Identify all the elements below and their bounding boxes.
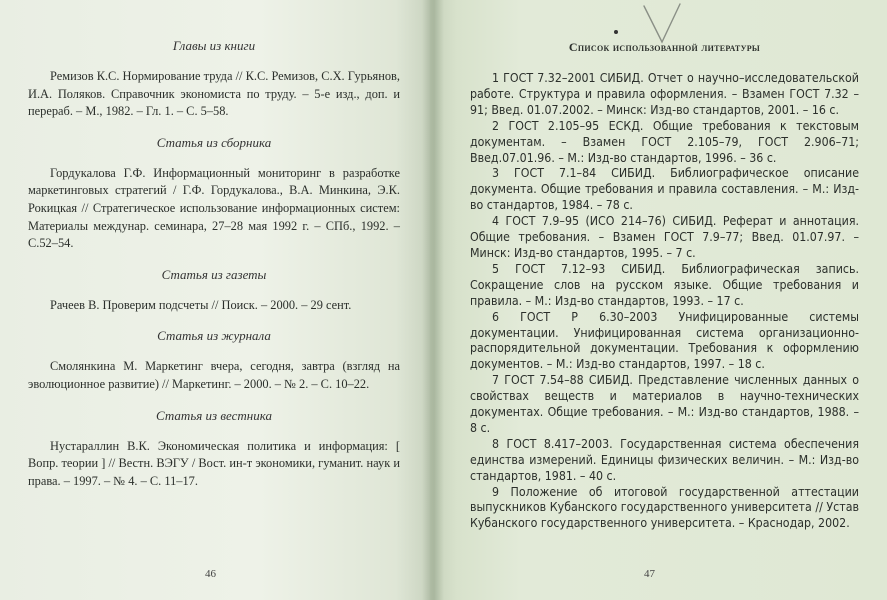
- reference-item: 7 ГОСТ 7.54–88 СИБИД. Представление численных данных о свойствах веществ и материалов в научно-технических документах. Общие требования. – М.: Изд-во стандартов, 1988. – 8 с.: [470, 373, 859, 435]
- left-section-1: [28, 135, 400, 253]
- left-section-3: [28, 328, 400, 393]
- page-number: 47: [644, 568, 655, 580]
- ink-dot: [614, 30, 618, 34]
- bibliography-entry: Смолянкина М. Маркетинг вчера, сегодня, завтра (взгляд на эволюционное развитие) // Маркетинг. – 2000. – № 2. – С. 10–22.: [28, 359, 400, 391]
- page-title: Список использованной литературы: [568, 40, 761, 54]
- reference-item: 2 ГОСТ 2.105–95 ЕСКД. Общие требования к текстовым документам. – Взамен ГОСТ 2.105–79, ГОСТ 2.906–71; Введ.07.01.96. – М.: Изд-во стандартов, 1996. – 36 с.: [470, 118, 859, 165]
- section-heading: Статья из журнала: [157, 328, 271, 344]
- reference-item: 8 ГОСТ 8.417–2003. Государственная система обеспечения единства измерений. Единицы физических величин. – М.: Изд-во стандартов, 1981. – 40 с.: [470, 436, 859, 483]
- section-heading: Статья из сборника: [156, 134, 272, 150]
- pencil-check-mark-icon: [640, 2, 700, 48]
- section-heading: Главы из книги: [172, 38, 256, 53]
- reference-item: 4 ГОСТ 7.9–95 (ИСО 214–76) СИБИД. Реферат и аннотация. Общие требования. – Взамен ГОСТ 7.9–77; Введ. 01.07.97. – Минск: Изд-во стандартов, 1995. – 7 с.: [470, 214, 859, 260]
- reference-item: 5 ГОСТ 7.12–93 СИБИД. Библиографическая запись. Сокращение слов на русском языке. Общие требования и правила. – М.: Изд-во стандартов, 1993. – 17 с.: [470, 261, 859, 308]
- right-page: [430, 0, 887, 600]
- left-section-0: [28, 38, 400, 121]
- left-section-2: [28, 267, 400, 315]
- left-page: [0, 0, 430, 600]
- left-section-4: [28, 408, 400, 491]
- bibliography-entry: Нустараллин В.К. Экономическая политика и информация: [ Вопр. теории ] // Вестн. ВЭГУ / Вост. ин-т экономики, гуманит. наук и права. – 1997. – № 4. – С. 11–17.: [28, 438, 400, 488]
- bibliography-entry: Гордукалова Г.Ф. Информационный мониторинг в разработке маркетинговых стратегий / Г.Ф. Гордукалова., В.А. Минкина, Э.К. Рокицкая // Стратегическое использование информационных систем: Материалы междунар. семинара, 27–28 мая 1992 г. – СПб., 1992. – С.52–54.: [28, 165, 400, 251]
- reference-item: 3 ГОСТ 7.1–84 СИБИД. Библиографическое описание документа. Общие требования и правила составления. – М.: Изд-во стандартов, 1984. – 78 с.: [470, 166, 859, 213]
- reference-item: 6 ГОСТ Р 6.30–2003 Унифицированные системы документации. Унифицированная система организационно-распорядительной документации. Требования к оформлению документов. – М.: Изд-во стандартов, 1997. – 18 с.: [470, 309, 859, 372]
- reference-item: 9 Положение об итоговой государственной аттестации выпускников Кубанского государственного университета // Устав Кубанского государственного университета. – Краснодар, 2002.: [470, 484, 859, 531]
- bibliography-entry: Ремизов К.С. Нормирование труда // К.С. Ремизов, С.Х. Гурьянов, И.А. Поляков. Справочник экономиста по труду. – 5-е изд., доп. и перераб. – М., 1982. – Гл. 1. – С. 5–58.: [28, 69, 400, 119]
- bibliography-entry: Рачеев В. Проверим подсчеты // Поиск. – 2000. – 29 сент.: [50, 297, 352, 312]
- page-number: 46: [205, 568, 216, 580]
- reference-item: 1 ГОСТ 7.32–2001 СИБИД. Отчет о научно–исследовательской работе. Структура и правила оформления. – Взамен ГОСТ 7.32 – 91; Введ. 01.07.2002. – Минск: Изд-во стандартов, 2001. – 16 с.: [470, 71, 859, 117]
- section-heading: Статья из вестника: [156, 407, 272, 423]
- section-heading: Статья из газеты: [161, 266, 267, 282]
